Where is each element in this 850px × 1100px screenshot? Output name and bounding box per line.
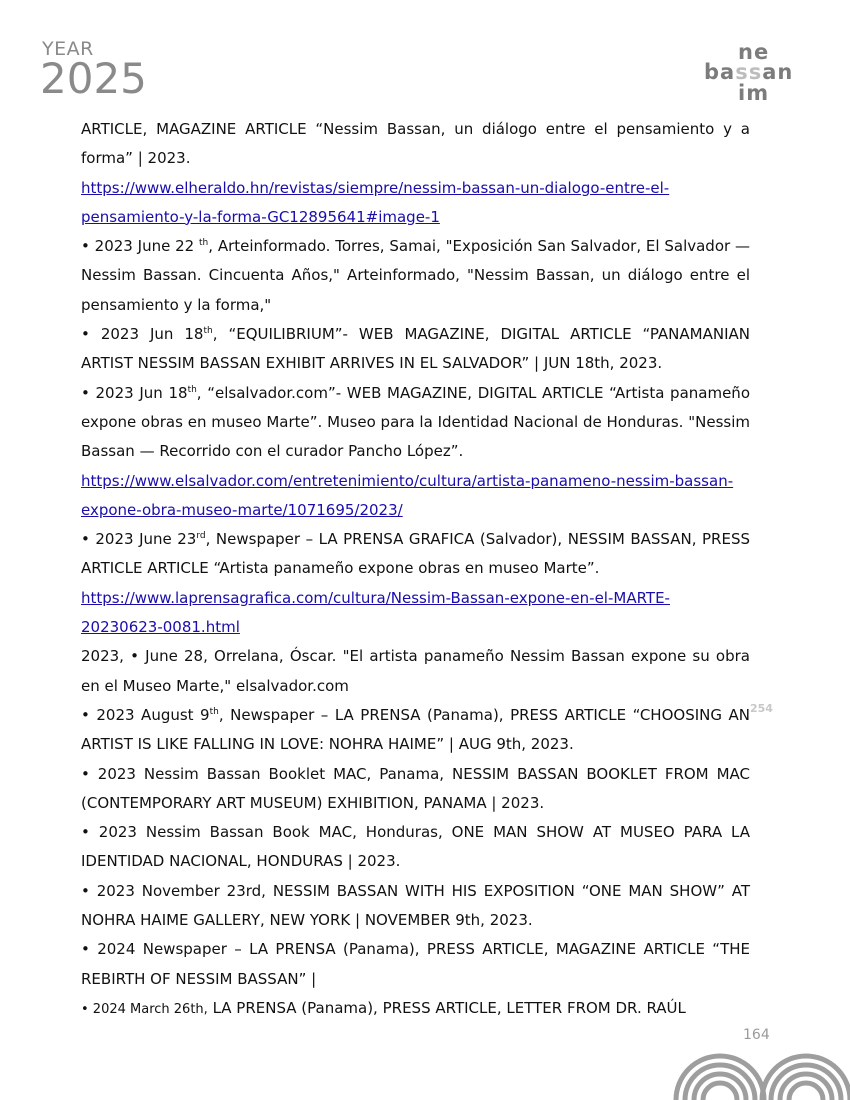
entry-la-prensa-nohra-haime [81, 701, 750, 760]
entry-link-elheraldo [81, 174, 750, 233]
elheraldo-link[interactable]: https://www.elheraldo.hn/revistas/siempre/nessim-bassan-un-dialogo-entre-el-pensamiento-y-la-forma-GC12895641#image-1 [81, 178, 670, 226]
entry-date: • 2023 Jun 18 [81, 383, 188, 402]
entry-date: • 2024 March 26th, [81, 1001, 208, 1017]
entry-prensa-grafica [81, 525, 750, 584]
logo-line-2-c: an [762, 60, 794, 84]
side-number: 254 [750, 702, 773, 715]
laprensagrafica-link[interactable]: https://www.laprensagrafica.com/cultura/Nessim-Bassan-expone-en-el-MARTE-20230623-0081.html [81, 588, 670, 637]
decorative-arcs [672, 1048, 850, 1100]
entry-text: , Arteinformado. Torres, Samai, "Exposición San Salvador, El Salvador — Nessim Bassan. Cincuenta Años," Arteinformado, "Nessim Bassan, un diálogo entre el pensamiento y la forma," [81, 237, 750, 314]
logo-line-2-a: ba [704, 60, 736, 84]
ordinal-suffix: th [203, 326, 213, 337]
entry-book-mac-honduras: • 2023 Nessim Bassan Book MAC, Honduras, ONE MAN SHOW AT MUSEO PARA LA IDENTIDAD NACIONAL, HONDURAS | 2023. [81, 823, 750, 871]
ordinal-suffix: th [187, 384, 197, 395]
logo-line-2-highlight: ss [735, 60, 763, 84]
entry-date: • 2023 June 23 [81, 530, 197, 549]
entry-arteinformado [81, 232, 750, 320]
bibliography-content [81, 115, 750, 1024]
entry-equilibrium [81, 320, 750, 379]
entry-rebirth: • 2024 Newspaper – LA PRENSA (Panama), PRESS ARTICLE, MAGAZINE ARTICLE “THE REBIRTH OF NESSIM BASSAN” | [81, 940, 750, 988]
ordinal-suffix: rd [196, 531, 206, 542]
entry-link-laprensagrafica [81, 584, 750, 643]
year-number: 2025 [40, 54, 147, 103]
page-number: 164 [743, 1027, 770, 1043]
entry-text: , “EQUILIBRIUM”- WEB MAGAZINE, DIGITAL ARTICLE “PANAMANIAN ARTIST NESSIM BASSAN EXHIBIT ARRIVES IN EL SALVADOR” | JUN 18th, 2023. [81, 325, 750, 373]
entry-date: • 2023 August 9 [81, 705, 210, 724]
entry-date: • 2023 Jun 18 [81, 325, 204, 344]
entry-booklet-mac-panama: • 2023 Nessim Bassan Booklet MAC, Panama, NESSIM BASSAN BOOKLET FROM MAC (CONTEMPORARY ART MUSEUM) EXHIBITION, PANAMA | 2023. [81, 764, 750, 812]
entry-date: • 2023 June 22 [81, 237, 200, 256]
elsalvador-link[interactable]: https://www.elsalvador.com/entretenimiento/cultura/artista-panameno-nessim-bassan-expone-obra-museo-marte/1071695/2023/ [81, 471, 734, 519]
logo-line-3: im [738, 81, 770, 105]
year-label: YEAR [42, 38, 94, 60]
entry-orrelana: 2023, • June 28, Orrelana, Óscar. "El artista panameño Nessim Bassan expone su obra en el Museo Marte," elsalvador.com [81, 647, 750, 695]
entry-link-elsalvador [81, 467, 750, 526]
entry-text: LA PRENSA (Panama), PRESS ARTICLE, LETTER FROM DR. RAÚL [207, 998, 686, 1017]
entry-letter-dr-raul [81, 994, 750, 1024]
entry-article-continuation: ARTICLE, MAGAZINE ARTICLE “Nessim Bassan, un diálogo entre el pensamiento y a forma” | 2023. [81, 120, 750, 168]
entry-text: , “elsalvador.com”- WEB MAGAZINE, DIGITAL ARTICLE “Artista panameño expone obras en museo Marte”. Museo para la Identidad Nacional de Honduras. "Nessim Bassan — Recorrido con el curador Pancho López”. [81, 383, 750, 461]
ordinal-suffix: th [199, 238, 209, 249]
logo-line-1: ne [738, 40, 770, 64]
entry-text: , Newspaper – LA PRENSA GRAFICA (Salvador), NESSIM BASSAN, PRESS ARTICLE ARTICLE “Artista panameño expone obras en museo Marte”. [81, 530, 750, 578]
entry-elsalvador-com [81, 379, 750, 467]
logo-line-2 [704, 62, 793, 83]
entry-text: , Newspaper – LA PRENSA (Panama), PRESS ARTICLE “CHOOSING AN ARTIST IS LIKE FALLING IN LOVE: NOHRA HAIME” | AUG 9th, 2023. [81, 705, 750, 754]
ordinal-suffix: th [209, 706, 219, 717]
nessim-bassan-logo [700, 40, 810, 106]
entry-nohra-haime-gallery: • 2023 November 23rd, NESSIM BASSAN WITH HIS EXPOSITION “ONE MAN SHOW” AT NOHRA HAIME GALLERY, NEW YORK | NOVEMBER 9th, 2023. [81, 881, 750, 930]
